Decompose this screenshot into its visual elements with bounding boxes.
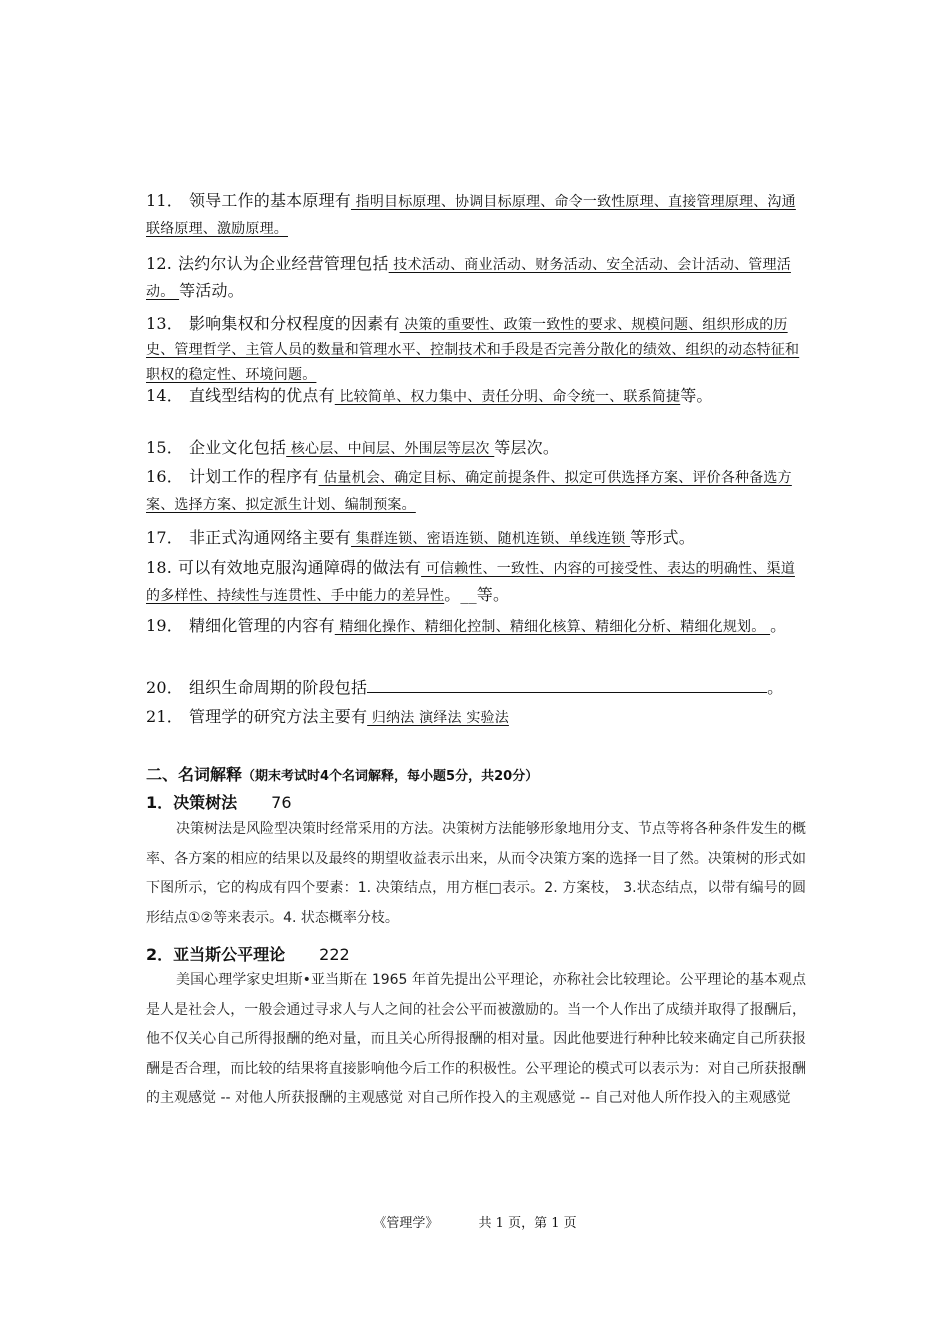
question-18 <box>146 555 808 609</box>
question-number: 12. <box>146 254 173 273</box>
question-stem: 精细化管理的内容有 <box>188 616 335 635</box>
term-label: 2．亚当斯公平理论 <box>146 945 286 964</box>
answer-blank <box>367 678 767 693</box>
question-answer: 指明目标原理、协调目标原理、命令一致性原理、直接管理原理、沟通联络原理、激励原理。 <box>146 194 796 237</box>
question-stem: 计划工作的程序有 <box>188 467 319 486</box>
question-stem: 非正式沟通网络主要有 <box>188 528 351 547</box>
question-stem: 企业文化包括 <box>188 438 287 457</box>
question-tail: 。 <box>767 678 784 697</box>
question-number: 21． <box>146 707 183 726</box>
term-definition-2: 美国心理学家史坦斯•亚当斯在 1965 年首先提出公平理论，亦称社会比较理论。公平理论的基本观点是人是社会人，一般会通过寻求人与人之间的社会公平而被激励的。当一个人作出了成绩并取得了报酬后，他不仅关心自己所得报酬的绝对量，而且关心所得报酬的相对量。因此他要进行种种比较来确定自己所获报酬是否合理，而比较的结果将直接影响他今后工作的积极性。公平理论的模式可以表示为：对自己所获报酬的主观感觉 -- 对他人所获报酬的主观感觉 对自己所作投入的主观感觉 -- 自己对他人所作投入的主观感觉 <box>146 972 806 1106</box>
term-definition-1: 决策树法是风险型决策时经常采用的方法。决策树方法能够形象地用分支、节点等将各种条件发生的概率、各方案的相应的结果以及最终的期望收益表示出来，从而令决策方案的选择一目了然。决策树的形式如下图所示，它的构成有四个要素：1. 决策结点，用方框□表示。2. 方案枝， 3.状态结点，以带有编号的圆形结点①②等来表示。4. 状态概率分枝。 <box>146 821 806 926</box>
section-title: 二、名词解释 <box>146 765 243 784</box>
term-heading-1 <box>146 790 292 813</box>
question-20 <box>146 675 808 701</box>
question-answer: 决策的重要性、政策一致性的要求、规模问题、组织形成的历史、管理哲学、主管人员的数量和管理水平、控制技术和手段是否完善分散化的绩效、组织的动态特征和职权的稳定性、环境问题。 <box>146 317 800 383</box>
question-answer: 技术活动、商业活动、财务活动、安全活动、会计活动、管理活动。 <box>146 257 791 300</box>
question-answer: 集群连锁、密语连锁、随机连锁、单线连锁 <box>350 531 631 547</box>
question-number: 13． <box>146 314 183 333</box>
term-page-ref: 222 <box>319 945 350 964</box>
question-number: 17． <box>146 528 183 547</box>
question-answer: 估量机会、确定目标、确定前提条件、拟定可供选择方案、评价各种备选方案、选择方案、拟定派生计划、编制预案。 <box>146 470 792 513</box>
question-number: 19． <box>146 616 183 635</box>
question-number: 20． <box>146 678 183 697</box>
question-16 <box>146 464 808 518</box>
question-answer: 比较简单、权力集中、责任分明、命令统一、联系简捷 <box>334 389 681 405</box>
question-21 <box>146 704 808 731</box>
question-tail: 。 <box>770 616 787 635</box>
section-note: （期末考试时4个名词解释，每小题5分，共20分） <box>242 769 539 784</box>
question-stem: 领导工作的基本原理有 <box>188 191 351 210</box>
page-footer <box>0 1212 950 1231</box>
question-17 <box>146 525 808 552</box>
question-tail: 等活动。 <box>179 281 244 300</box>
question-number: 11． <box>146 191 183 210</box>
question-stem: 可以有效地克服沟通障碍的做法有 <box>178 558 422 577</box>
question-number: 16． <box>146 467 183 486</box>
question-number: 14． <box>146 386 183 405</box>
question-14 <box>146 385 808 408</box>
section-heading <box>146 762 538 785</box>
question-12 <box>146 251 808 305</box>
footer-course: 《管理学》 <box>373 1216 439 1231</box>
term-page-ref: 76 <box>271 793 292 812</box>
term-heading-2 <box>146 942 350 965</box>
question-tail: 等。 <box>680 386 713 405</box>
footer-pages: 共 1 页，第 1 页 <box>478 1216 577 1231</box>
question-answer: 可信赖性、一致性、内容的可接受性、表达的明确性、渠道的多样性、持续性与连贯性、手中能力的差异性 <box>146 561 795 604</box>
question-stem: 组织生命周期的阶段包括 <box>188 678 368 697</box>
question-stem: 法约尔认为企业经营管理包括 <box>178 254 389 273</box>
question-stem: 影响集权和分权程度的因素有 <box>188 314 400 333</box>
question-15 <box>146 435 808 462</box>
question-stem: 直线型结构的优点有 <box>188 386 335 405</box>
question-11 <box>146 188 808 242</box>
term-label: 1．决策树法 <box>146 793 238 812</box>
question-number: 15． <box>146 438 183 457</box>
question-tail: 等层次。 <box>494 438 560 457</box>
question-number: 18. <box>146 558 173 577</box>
question-tail: 等形式。 <box>630 528 695 547</box>
question-stem: 管理学的研究方法主要有 <box>188 707 368 726</box>
question-19 <box>146 613 808 640</box>
question-13 <box>146 312 808 387</box>
question-answer: 归纳法 演绎法 实验法 <box>367 710 509 726</box>
question-tail: 。__等。 <box>444 585 510 604</box>
question-answer: 精细化操作、精细化控制、精细化核算、精细化分析、精细化规划。 <box>334 619 771 635</box>
question-answer: 核心层、中间层、外围层等层次 <box>286 441 495 457</box>
